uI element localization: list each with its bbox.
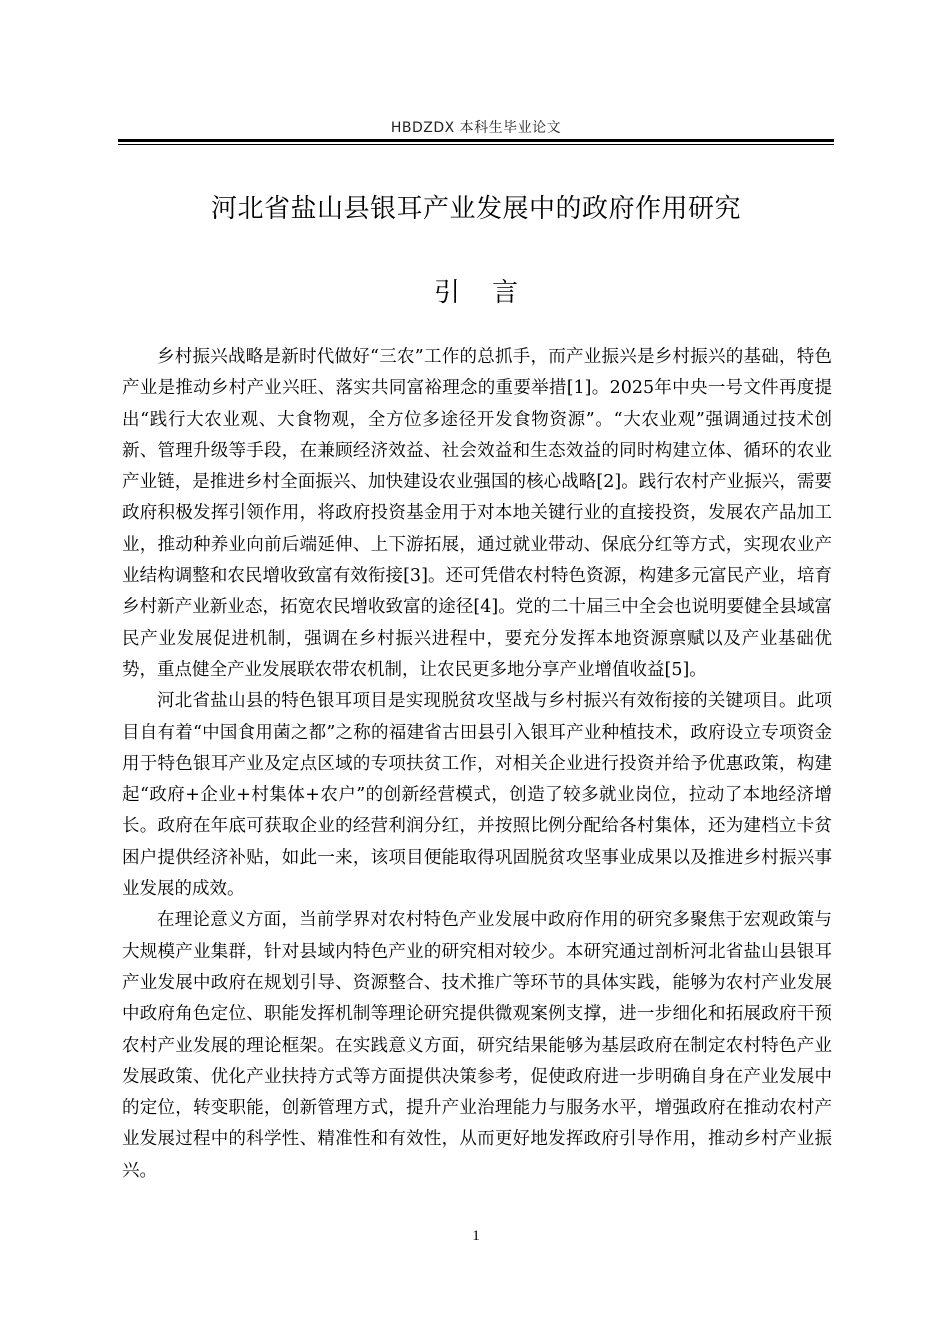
body-text xyxy=(122,342,832,1187)
header-rule-thick xyxy=(118,139,834,142)
running-header: HBDZDX 本科生毕业论文 xyxy=(390,120,562,136)
section-heading: 引言 xyxy=(433,278,550,308)
page-number: 1 xyxy=(472,1228,480,1244)
document-title: 河北省盐山县银耳产业发展中的政府作用研究 xyxy=(210,194,741,224)
paragraph-1: 乡村振兴战略是新时代做好“三农”工作的总抓手，而产业振兴是乡村振兴的基础，特色产业是推动乡村产业兴旺、落实共同富裕理念的重要举措[1]。2025年中央一号文件再度提出“践行大农业观、大食物观，全方位多途径开发食物资源”。“大农业观”强调通过技术创新、管理升级等手段，在兼顾经济效益、社会效益和生态效益的同时构建立体、循环的农业产业链，是推进乡村全面振兴、加快建设农业强国的核心战略[2]。践行农村产业振兴，需要政府积极发挥引领作用，将政府投资基金用于对本地关键行业的直接投资，发展农产品加工业，推动种养业向前后端延伸、上下游拓展，通过就业带动、保底分红等方式，实现农业产业结构调整和农民增收致富有效衔接[3]。还可凭借农村特色资源，构建多元富民产业，培育乡村新产业新业态，拓宽农民增收致富的途径[4]。党的二十届三中全会也说明要健全县域富民产业发展促进机制，强调在乡村振兴进程中，要充分发挥本地资源禀赋以及产业基础优势，重点健全产业发展联农带农机制，让农民更多地分享产业增值收益[5]。 xyxy=(122,347,832,680)
paragraph-2: 河北省盐山县的特色银耳项目是实现脱贫攻坚战与乡村振兴有效衔接的关键项目。此项目自有着“中国食用菌之都”之称的福建省古田县引入银耳产业种植技术，政府设立专项资金用于特色银耳产业及定点区域的专项扶贫工作，对相关企业进行投资并给予优惠政策，构建起“政府+企业+村集体+农户”的创新经营模式，创造了较多就业岗位，拉动了本地经济增长。政府在年底可获取企业的经营利润分红，并按照比例分配给各村集体，还为建档立卡贫困户提供经济补贴，如此一来，该项目便能取得巩固脱贫攻坚事业成果以及推进乡村振兴事业发展的成效。 xyxy=(122,691,832,900)
paragraph-3: 在理论意义方面，当前学界对农村特色产业发展中政府作用的研究多聚焦于宏观政策与大规模产业集群，针对县域内特色产业的研究相对较少。本研究通过剖析河北省盐山县银耳产业发展中政府在规划引导、资源整合、技术推广等环节的具体实践，能够为农村产业发展中政府角色定位、职能发挥机制等理论研究提供微观案例支撑，进一步细化和拓展政府干预农村产业发展的理论框架。在实践意义方面，研究结果能够为基层政府在制定农村特色产业发展政策、优化产业扶持方式等方面提供决策参考，促使政府进一步明确自身在产业发展中的定位，转变职能，创新管理方式，提升产业治理能力与服务水平，增强政府在推动农村产业发展过程中的科学性、精准性和有效性，从而更好地发挥政府引导作用，推动乡村产业振兴。 xyxy=(122,910,832,1181)
header-rule-thin xyxy=(118,144,834,145)
